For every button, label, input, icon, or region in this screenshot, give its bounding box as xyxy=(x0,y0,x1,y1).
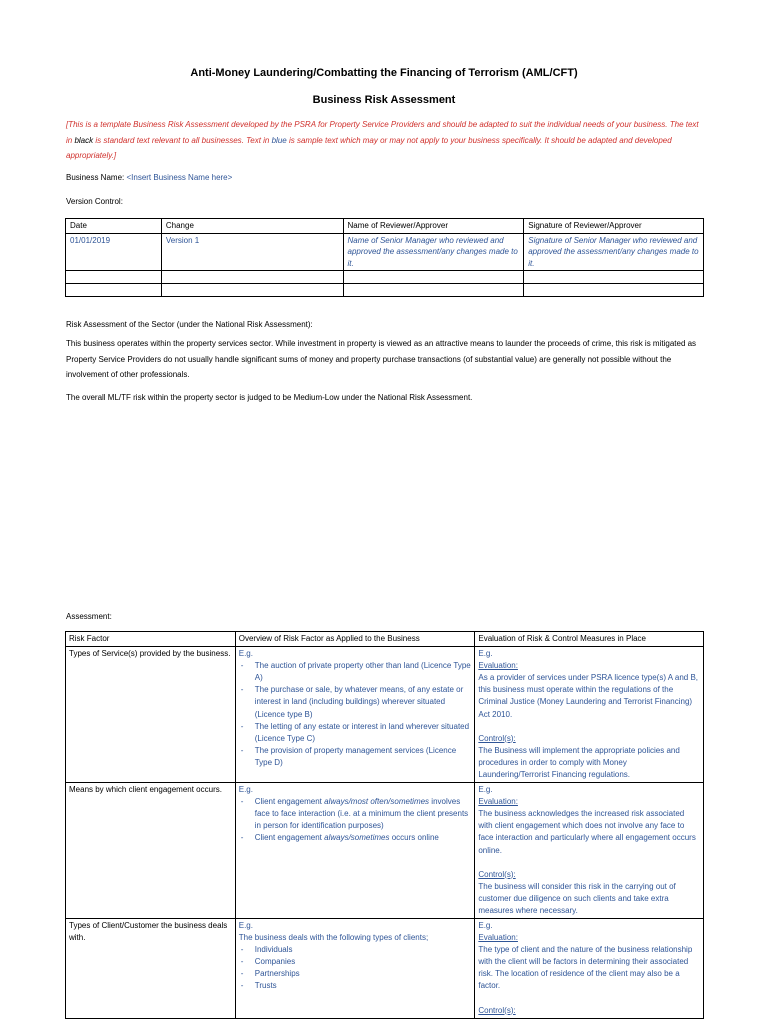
table-row xyxy=(66,647,704,783)
column-header: Risk Factor xyxy=(66,632,236,647)
controls-label: Control(s): xyxy=(478,1005,516,1015)
list-item: - Partnerships xyxy=(239,968,472,980)
column-header: Signature of Reviewer/Approver xyxy=(524,219,704,234)
evaluation-cell: E.g. Evaluation: The type of client and the nature of the business relationship with the client will be factors in determining their associated risk. The location of residence of the client may also be a factor. Control(s): xyxy=(475,918,704,1018)
sector-paragraph-1: This business operates within the property services sector. While investment in property is viewed as an attractive means to launder the proceeds of crime, this risk is mitigated as Property Service Providers do not usually handle significant sums of money and property purchase transactions (of substantial value) are generally not possible without the involvement of other professionals. xyxy=(66,339,697,379)
assessment-table xyxy=(65,631,704,1019)
list-item: - The letting of any estate or interest in land wherever situated (Licence Type C) xyxy=(239,721,472,745)
evaluation-label: Evaluation: xyxy=(478,661,518,671)
black-word: black xyxy=(74,135,94,145)
list-item: - Companies xyxy=(239,956,472,968)
engagement-list xyxy=(239,796,472,844)
list-item: - The auction of private property other than land (Licence Type A) xyxy=(239,660,472,684)
table-header-row xyxy=(66,632,704,647)
change-cell: Version 1 xyxy=(161,233,343,271)
signature-cell: Signature of Senior Manager who reviewed and approved the assessment/any changes made to it. xyxy=(524,233,704,271)
version-control-table xyxy=(65,218,704,297)
template-intro: [This is a template Business Risk Assessment developed by the PSRA for Property Service Providers and should be adapted to suit the individual needs of your business. The text in black is standard text relevant to all businesses. Text in blue is sample text which may or may not apply to your business specifically. It should be adapted and developed appropriately.] xyxy=(66,120,699,160)
list-item: - The purchase or sale, by whatever means, of any estate or interest in land (including buildings) wherever situated (Licence type B) xyxy=(239,684,472,720)
risk-factor-cell: Means by which client engagement occurs. xyxy=(66,783,236,919)
column-header: Evaluation of Risk & Control Measures in Place xyxy=(475,632,704,647)
table-header-row xyxy=(66,219,704,234)
overview-cell: E.g. - The auction of private property other than land (Licence Type A) - The purchase or sale, by whatever means, of any estate or interest in land (including buildings) wherever situated (Licence type B) - The letting of any estate or interest in land wherever situated (Licence Type C) - The provision of property management services (Licence Type D) xyxy=(235,647,475,783)
business-name-placeholder: <Insert Business Name here> xyxy=(126,173,233,182)
table-row xyxy=(66,233,704,271)
sector-paragraph-2: The overall ML/TF risk within the property sector is judged to be Medium-Low under the National Risk Assessment. xyxy=(66,393,473,402)
sector-heading: Risk Assessment of the Sector (under the National Risk Assessment): xyxy=(66,320,313,329)
date-cell: 01/01/2019 xyxy=(66,233,162,271)
risk-factor-cell: Types of Client/Customer the business deals with. xyxy=(66,918,236,1018)
list-item: - Client engagement always/most often/sometimes involves face to face interaction (i.e. at a minimum the client presents in person for identification purposes) xyxy=(239,796,472,832)
list-item: - Individuals xyxy=(239,944,472,956)
evaluation-label: Evaluation: xyxy=(478,797,518,807)
column-header: Overview of Risk Factor as Applied to the Business xyxy=(235,632,475,647)
client-type-list xyxy=(239,944,472,992)
evaluation-label: Evaluation: xyxy=(478,933,518,943)
column-header: Name of Reviewer/Approver xyxy=(343,219,524,234)
evaluation-cell: E.g. Evaluation: As a provider of services under PSRA licence type(s) A and B, this business must operate within the regulations of the Criminal Justice (Money Laundering and Terrorist Financing) Act 2010. Control(s): The Business will implement the appropriate policies and procedures in order to comply with Money Laundering/Terrorist Financing regulations. xyxy=(475,647,704,783)
table-row xyxy=(66,918,704,1018)
controls-label: Control(s): xyxy=(478,869,516,879)
service-list xyxy=(239,660,472,769)
blue-word: blue xyxy=(271,135,287,145)
list-item: - Client engagement always/sometimes occurs online xyxy=(239,832,472,844)
list-item: - The provision of property management services (Licence Type D) xyxy=(239,745,472,769)
table-row xyxy=(66,284,704,297)
document-title: Anti-Money Laundering/Combatting the Financing of Terrorism (AML/CFT) xyxy=(190,67,578,79)
reviewer-cell: Name of Senior Manager who reviewed and approved the assessment/any changes made to it. xyxy=(343,233,524,271)
table-row xyxy=(66,783,704,919)
version-control-label: Version Control: xyxy=(66,197,123,206)
risk-factor-cell: Types of Service(s) provided by the business. xyxy=(66,647,236,783)
overview-cell: E.g. - Client engagement always/most often/sometimes involves face to face interaction (i.e. at a minimum the client presents in person for identification purposes) - Client engagement always/sometimes occurs online xyxy=(235,783,475,919)
list-item: - Trusts xyxy=(239,980,472,992)
business-name-line: Business Name: <Insert Business Name here> xyxy=(66,173,233,182)
column-header: Date xyxy=(66,219,162,234)
assessment-label: Assessment: xyxy=(66,612,112,621)
controls-label: Control(s): xyxy=(478,733,516,743)
overview-cell: E.g. The business deals with the following types of clients; - Individuals - Companies - Partnerships - Trusts xyxy=(235,918,475,1018)
column-header: Change xyxy=(161,219,343,234)
evaluation-cell: E.g. Evaluation: The business acknowledges the increased risk associated with client engagement which does not involve any face to face interaction and particularly where all engagement occurs online. Control(s): The business will consider this risk in the carrying out of customer due diligence on such clients and take extra measures where necessary. xyxy=(475,783,704,919)
document-subtitle: Business Risk Assessment xyxy=(312,94,456,106)
table-row xyxy=(66,271,704,284)
